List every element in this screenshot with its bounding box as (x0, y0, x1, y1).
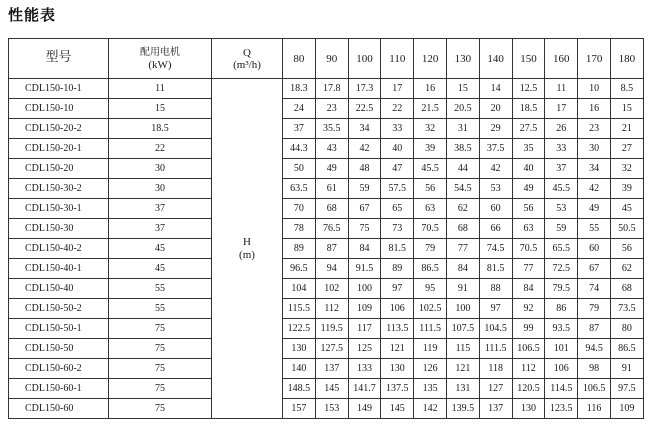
head-value-cell: 62 (610, 259, 643, 279)
motor-power-cell: 55 (109, 299, 212, 319)
head-value-cell: 31 (446, 119, 479, 139)
motor-power-cell: 75 (109, 379, 212, 399)
head-value-cell: 61 (315, 179, 348, 199)
flow-rate-header: 90 (315, 39, 348, 79)
head-value-cell: 78 (283, 219, 316, 239)
head-value-cell: 47 (381, 159, 414, 179)
head-value-cell: 43 (315, 139, 348, 159)
model-cell: CDL150-30-1 (9, 199, 109, 219)
head-value-cell: 54.5 (446, 179, 479, 199)
head-value-cell: 121 (446, 359, 479, 379)
table-row (9, 139, 644, 159)
head-value-cell: 101 (545, 339, 578, 359)
head-value-cell: 115 (446, 339, 479, 359)
head-value-cell: 22.5 (348, 99, 381, 119)
head-value-cell: 57.5 (381, 179, 414, 199)
head-value-cell: 89 (283, 239, 316, 259)
model-cell: CDL150-10 (9, 99, 109, 119)
head-value-cell: 39 (610, 179, 643, 199)
head-value-cell: 30 (578, 139, 611, 159)
head-value-cell: 112 (315, 299, 348, 319)
head-value-cell: 73 (381, 219, 414, 239)
motor-power-cell: 30 (109, 179, 212, 199)
head-unit: (m) (239, 248, 255, 261)
head-value-cell: 73.5 (610, 299, 643, 319)
head-value-cell: 70.5 (512, 239, 545, 259)
motor-power-cell: 75 (109, 339, 212, 359)
head-value-cell: 37.5 (479, 139, 512, 159)
table-row (9, 159, 644, 179)
table-row (9, 279, 644, 299)
head-value-cell: 81.5 (479, 259, 512, 279)
head-value-cell: 127 (479, 379, 512, 399)
flow-rate-header: 140 (479, 39, 512, 79)
head-value-cell: 84 (348, 239, 381, 259)
head-value-cell: 111.5 (479, 339, 512, 359)
head-value-cell: 96.5 (283, 259, 316, 279)
head-value-cell: 93.5 (545, 319, 578, 339)
flow-header-label: Q (243, 46, 251, 59)
table-row (9, 219, 644, 239)
head-value-cell: 153 (315, 399, 348, 419)
flow-rate-header: 180 (610, 39, 643, 79)
head-value-cell: 106.5 (512, 339, 545, 359)
motor-power-cell: 75 (109, 319, 212, 339)
model-cell: CDL150-20-2 (9, 119, 109, 139)
head-value-cell: 137.5 (381, 379, 414, 399)
head-value-cell: 141.7 (348, 379, 381, 399)
model-cell: CDL150-50 (9, 339, 109, 359)
head-value-cell: 94 (315, 259, 348, 279)
flow-rate-header: 100 (348, 39, 381, 79)
head-value-cell: 127.5 (315, 339, 348, 359)
model-column-header (9, 39, 109, 79)
flow-rate-header: 110 (381, 39, 414, 79)
head-value-cell: 106.5 (578, 379, 611, 399)
head-value-cell: 118 (479, 359, 512, 379)
head-value-cell: 137 (315, 359, 348, 379)
head-value-cell: 106 (381, 299, 414, 319)
table-row (9, 179, 644, 199)
head-value-cell: 145 (381, 399, 414, 419)
head-value-cell: 148.5 (283, 379, 316, 399)
head-value-cell: 137 (479, 399, 512, 419)
head-value-cell: 56 (610, 239, 643, 259)
head-value-cell: 135 (414, 379, 447, 399)
flow-rate-header: 160 (545, 39, 578, 79)
head-value-cell: 42 (348, 139, 381, 159)
head-value-cell: 79.5 (545, 279, 578, 299)
head-value-cell: 70.5 (414, 219, 447, 239)
head-value-cell: 48 (348, 159, 381, 179)
head-value-cell: 17 (381, 79, 414, 99)
motor-power-cell: 55 (109, 279, 212, 299)
head-value-cell: 63.5 (283, 179, 316, 199)
head-value-cell: 49 (512, 179, 545, 199)
head-value-cell: 120.5 (512, 379, 545, 399)
head-value-cell: 50 (283, 159, 316, 179)
head-value-cell: 104 (283, 279, 316, 299)
head-value-cell: 109 (348, 299, 381, 319)
motor-power-cell: 45 (109, 259, 212, 279)
head-label-cell (212, 79, 283, 419)
model-cell: CDL150-30 (9, 219, 109, 239)
motor-header-unit: (kW) (148, 58, 172, 71)
head-value-cell: 77 (512, 259, 545, 279)
head-value-cell: 15 (610, 99, 643, 119)
motor-power-cell: 15 (109, 99, 212, 119)
head-value-cell: 79 (414, 239, 447, 259)
head-value-cell: 60 (479, 199, 512, 219)
head-value-cell: 114.5 (545, 379, 578, 399)
motor-power-cell: 45 (109, 239, 212, 259)
performance-table (8, 38, 644, 419)
head-value-cell: 113.5 (381, 319, 414, 339)
head-value-cell: 86.5 (610, 339, 643, 359)
motor-column-header (109, 39, 212, 79)
motor-power-cell: 22 (109, 139, 212, 159)
motor-power-cell: 37 (109, 199, 212, 219)
head-value-cell: 40 (381, 139, 414, 159)
head-value-cell: 10 (578, 79, 611, 99)
head-value-cell: 81.5 (381, 239, 414, 259)
head-value-cell: 87 (315, 239, 348, 259)
head-value-cell: 34 (578, 159, 611, 179)
head-value-cell: 97 (381, 279, 414, 299)
head-value-cell: 32 (414, 119, 447, 139)
head-value-cell: 84 (512, 279, 545, 299)
head-value-cell: 27.5 (512, 119, 545, 139)
head-value-cell: 119 (414, 339, 447, 359)
head-value-cell: 38.5 (446, 139, 479, 159)
head-value-cell: 21.5 (414, 99, 447, 119)
head-value-cell: 92 (512, 299, 545, 319)
head-value-cell: 20 (479, 99, 512, 119)
head-value-cell: 97.5 (610, 379, 643, 399)
flow-header-unit: (m³/h) (233, 58, 261, 71)
head-value-cell: 60 (578, 239, 611, 259)
head-value-cell: 17.8 (315, 79, 348, 99)
page-title: 性能表 (8, 6, 57, 24)
table-row (9, 299, 644, 319)
head-value-cell: 53 (479, 179, 512, 199)
head-value-cell: 115.5 (283, 299, 316, 319)
head-value-cell: 24 (283, 99, 316, 119)
head-value-cell: 80 (610, 319, 643, 339)
model-cell: CDL150-10-1 (9, 79, 109, 99)
head-value-cell: 68 (446, 219, 479, 239)
head-value-cell: 55 (578, 219, 611, 239)
head-value-cell: 42 (578, 179, 611, 199)
model-cell: CDL150-40-2 (9, 239, 109, 259)
head-value-cell: 79 (578, 299, 611, 319)
head-value-cell: 33 (381, 119, 414, 139)
head-value-cell: 59 (545, 219, 578, 239)
head-value-cell: 100 (348, 279, 381, 299)
head-value-cell: 32 (610, 159, 643, 179)
head-value-cell: 68 (315, 199, 348, 219)
head-value-cell: 116 (578, 399, 611, 419)
head-value-cell: 95 (414, 279, 447, 299)
head-value-cell: 104.5 (479, 319, 512, 339)
head-value-cell: 18.5 (512, 99, 545, 119)
flow-column-header (212, 39, 283, 79)
head-value-cell: 122.5 (283, 319, 316, 339)
head-value-cell: 133 (348, 359, 381, 379)
head-value-cell: 23 (578, 119, 611, 139)
head-value-cell: 91 (446, 279, 479, 299)
motor-header-label: 配用电机 (140, 46, 180, 58)
head-value-cell: 45 (610, 199, 643, 219)
head-value-cell: 97 (479, 299, 512, 319)
head-value-cell: 74.5 (479, 239, 512, 259)
head-value-cell: 17.3 (348, 79, 381, 99)
motor-power-cell: 37 (109, 219, 212, 239)
model-cell: CDL150-20 (9, 159, 109, 179)
head-value-cell: 99 (512, 319, 545, 339)
head-value-cell: 56 (512, 199, 545, 219)
head-value-cell: 87 (578, 319, 611, 339)
head-value-cell: 49 (315, 159, 348, 179)
head-value-cell: 130 (512, 399, 545, 419)
head-value-cell: 70 (283, 199, 316, 219)
head-value-cell: 76.5 (315, 219, 348, 239)
head-value-cell: 98 (578, 359, 611, 379)
head-value-cell: 131 (446, 379, 479, 399)
head-value-cell: 11 (545, 79, 578, 99)
head-value-cell: 33 (545, 139, 578, 159)
head-value-cell: 35 (512, 139, 545, 159)
table-row (9, 319, 644, 339)
model-cell: CDL150-60 (9, 399, 109, 419)
table-row (9, 99, 644, 119)
head-value-cell: 111.5 (414, 319, 447, 339)
table-row (9, 239, 644, 259)
head-value-cell: 68 (610, 279, 643, 299)
motor-power-cell: 11 (109, 79, 212, 99)
head-value-cell: 49 (578, 199, 611, 219)
table-row (9, 79, 644, 99)
model-cell: CDL150-50-1 (9, 319, 109, 339)
head-value-cell: 109 (610, 399, 643, 419)
head-value-cell: 16 (414, 79, 447, 99)
head-value-cell: 130 (381, 359, 414, 379)
head-value-cell: 125 (348, 339, 381, 359)
head-value-cell: 65 (381, 199, 414, 219)
head-value-cell: 102 (315, 279, 348, 299)
head-value-cell: 23 (315, 99, 348, 119)
head-value-cell: 89 (381, 259, 414, 279)
motor-power-cell: 75 (109, 399, 212, 419)
table-row (9, 399, 644, 419)
table-row (9, 259, 644, 279)
head-label: H (243, 235, 251, 248)
head-value-cell: 84 (446, 259, 479, 279)
flow-rate-header: 80 (283, 39, 316, 79)
model-cell: CDL150-40-1 (9, 259, 109, 279)
table-row (9, 339, 644, 359)
flow-rate-header: 130 (446, 39, 479, 79)
head-value-cell: 34 (348, 119, 381, 139)
head-value-cell: 59 (348, 179, 381, 199)
head-value-cell: 75 (348, 219, 381, 239)
head-value-cell: 50.5 (610, 219, 643, 239)
head-value-cell: 44 (446, 159, 479, 179)
head-value-cell: 91.5 (348, 259, 381, 279)
head-value-cell: 22 (381, 99, 414, 119)
flow-rate-header: 170 (578, 39, 611, 79)
head-value-cell: 88 (479, 279, 512, 299)
flow-rate-header: 150 (512, 39, 545, 79)
head-value-cell: 40 (512, 159, 545, 179)
head-value-cell: 26 (545, 119, 578, 139)
head-value-cell: 8.5 (610, 79, 643, 99)
head-value-cell: 100 (446, 299, 479, 319)
head-value-cell: 121 (381, 339, 414, 359)
model-cell: CDL150-60-1 (9, 379, 109, 399)
motor-power-cell: 30 (109, 159, 212, 179)
head-value-cell: 15 (446, 79, 479, 99)
head-value-cell: 149 (348, 399, 381, 419)
model-cell: CDL150-30-2 (9, 179, 109, 199)
head-value-cell: 106 (545, 359, 578, 379)
head-value-cell: 53 (545, 199, 578, 219)
head-value-cell: 20.5 (446, 99, 479, 119)
head-value-cell: 56 (414, 179, 447, 199)
table-header-row (9, 39, 644, 79)
head-value-cell: 123.5 (545, 399, 578, 419)
head-value-cell: 86.5 (414, 259, 447, 279)
head-value-cell: 14 (479, 79, 512, 99)
model-cell: CDL150-60-2 (9, 359, 109, 379)
table-row (9, 119, 644, 139)
head-value-cell: 35.5 (315, 119, 348, 139)
head-value-cell: 67 (578, 259, 611, 279)
head-value-cell: 62 (446, 199, 479, 219)
head-value-cell: 112 (512, 359, 545, 379)
head-value-cell: 63 (414, 199, 447, 219)
head-value-cell: 126 (414, 359, 447, 379)
head-value-cell: 37 (283, 119, 316, 139)
head-value-cell: 72.5 (545, 259, 578, 279)
model-header-label: 型号 (45, 50, 72, 65)
head-value-cell: 18.3 (283, 79, 316, 99)
head-value-cell: 65.5 (545, 239, 578, 259)
head-value-cell: 140 (283, 359, 316, 379)
motor-power-cell: 75 (109, 359, 212, 379)
head-value-cell: 21 (610, 119, 643, 139)
head-value-cell: 86 (545, 299, 578, 319)
head-value-cell: 27 (610, 139, 643, 159)
head-value-cell: 119.5 (315, 319, 348, 339)
head-value-cell: 16 (578, 99, 611, 119)
flow-rate-header: 120 (414, 39, 447, 79)
head-value-cell: 157 (283, 399, 316, 419)
motor-power-cell: 18.5 (109, 119, 212, 139)
head-value-cell: 107.5 (446, 319, 479, 339)
head-value-cell: 66 (479, 219, 512, 239)
head-value-cell: 102.5 (414, 299, 447, 319)
head-value-cell: 94.5 (578, 339, 611, 359)
head-value-cell: 37 (545, 159, 578, 179)
head-value-cell: 44.3 (283, 139, 316, 159)
head-value-cell: 45.5 (545, 179, 578, 199)
head-value-cell: 117 (348, 319, 381, 339)
head-value-cell: 74 (578, 279, 611, 299)
head-value-cell: 63 (512, 219, 545, 239)
head-value-cell: 130 (283, 339, 316, 359)
table-row (9, 379, 644, 399)
head-value-cell: 17 (545, 99, 578, 119)
head-value-cell: 12.5 (512, 79, 545, 99)
head-value-cell: 39 (414, 139, 447, 159)
model-cell: CDL150-50-2 (9, 299, 109, 319)
head-value-cell: 45.5 (414, 159, 447, 179)
head-value-cell: 145 (315, 379, 348, 399)
table-row (9, 199, 644, 219)
head-value-cell: 42 (479, 159, 512, 179)
model-cell: CDL150-20-1 (9, 139, 109, 159)
model-cell: CDL150-40 (9, 279, 109, 299)
head-value-cell: 67 (348, 199, 381, 219)
head-value-cell: 139.5 (446, 399, 479, 419)
head-value-cell: 29 (479, 119, 512, 139)
table-row (9, 359, 644, 379)
head-value-cell: 91 (610, 359, 643, 379)
head-value-cell: 142 (414, 399, 447, 419)
head-value-cell: 77 (446, 239, 479, 259)
